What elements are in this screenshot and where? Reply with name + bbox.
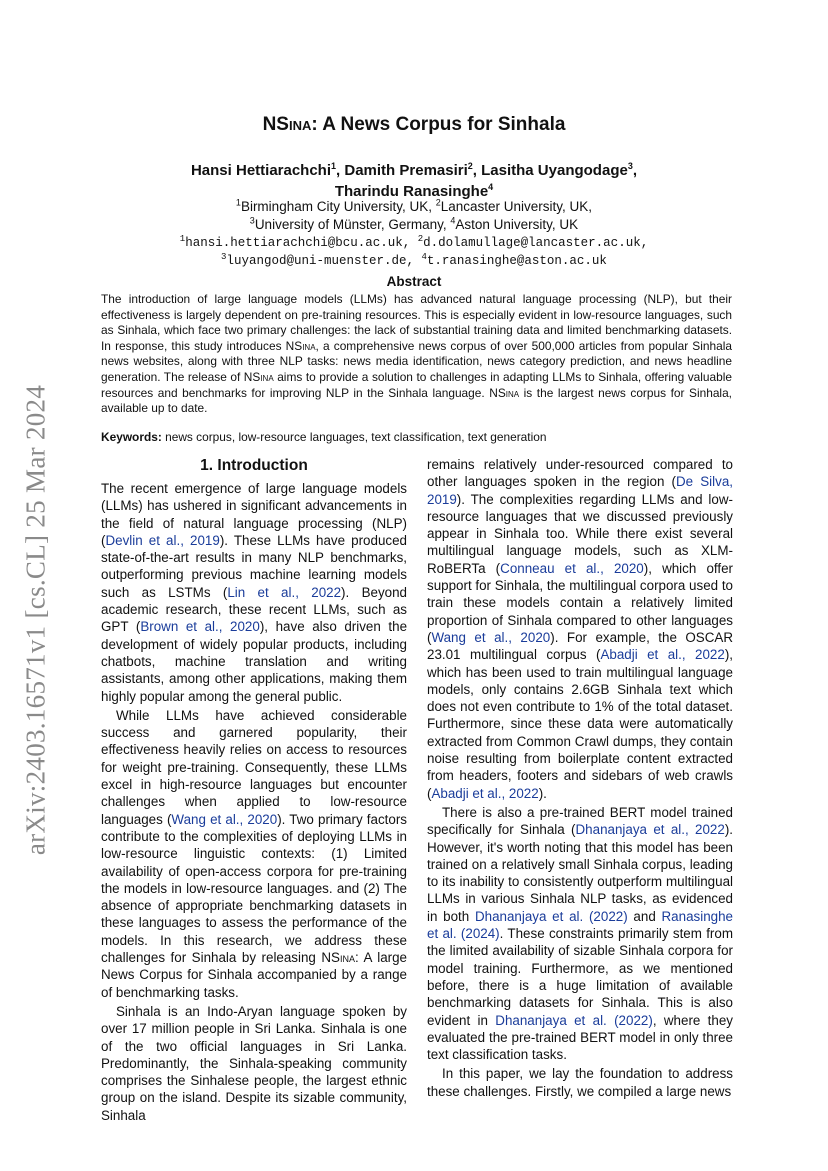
author-separator: , xyxy=(336,162,345,179)
affiliation-sup: 2 xyxy=(417,233,424,244)
body-text: ). The complexities regarding LLMs and low-resource languages that we discussed previously appear in Sinhala too. While there exist several multilingual language models, such as XLM-RoBERTa ( xyxy=(427,491,733,576)
author-list xyxy=(0,160,828,202)
citation-link[interactable]: Abadji et al., 2022 xyxy=(600,647,725,663)
abstract-heading: Abstract xyxy=(386,274,442,289)
body-text: ), which has been used to train multilingual language models, only contains 2.6GB Sinhala text which does not even contribute to 1% of the total dataset. Furthermore, since these data were automatically extracted from Common Crawl dumps, they contain noise resulting from boilerplate content extracted from headers, footers and sidebars of web crawls ( xyxy=(427,647,733,801)
section-heading-introduction: 1. Introduction xyxy=(200,457,308,474)
paragraph xyxy=(427,456,733,802)
body-text: remains relatively under-resourced compared to other languages spoken in the region ( xyxy=(427,457,733,490)
keywords xyxy=(101,430,741,444)
abstract-smallcaps: ina xyxy=(302,338,316,353)
affiliation-sup: 2 xyxy=(435,197,441,208)
paragraph xyxy=(427,804,733,1063)
author-email[interactable]: luyangod@uni-muenster.de, xyxy=(226,254,422,268)
body-text: There is also a pre-trained BERT model trained specifically for Sinhala ( xyxy=(427,804,733,838)
author-name: Hansi Hettiarachchi xyxy=(190,162,332,179)
citation-link[interactable]: Ranasinghe et al. (2024) xyxy=(427,908,733,942)
citation-link[interactable]: Conneau et al., 2020 xyxy=(500,560,644,576)
author-separator: , xyxy=(472,162,482,179)
citation-link[interactable]: Abadji et al., 2022 xyxy=(431,785,539,801)
body-text: ). Two primary factors contribute to the complexities of deploying LLMs in low-resource linguistic contexts: (1) Limited availability of open-access corpora for pre-training the models in low-resource languages. and (2) The absence of appropriate benchmarking datasets in these languages to assess the performance of the models. In this research, we address these challenges for Sinhala by releasing NS xyxy=(101,811,407,966)
smallcaps-text: ina xyxy=(340,950,356,966)
abstract-text: The introduction of large language models (LLMs) has advanced natural language processing (NLP), but their effectiveness is largely dependent on pre-training resources. This is especially evident in low-resource languages, such as Sinhala, which face two primary challenges: the lack of substantial training data and limited benchmarking datasets. In response, this study introduces NS xyxy=(101,292,732,353)
body-text: The recent emergence of large language models (LLMs) has ushered in significant advancements in the field of natural language processing (NLP) ( xyxy=(101,481,407,548)
author-email[interactable]: hansi.hettiarachchi@bcu.ac.uk, xyxy=(185,236,418,250)
citation-link[interactable]: Lin et al., 2022 xyxy=(227,584,342,600)
author-name: Damith Premasiri xyxy=(344,162,468,179)
title-prefix: NS xyxy=(262,114,289,135)
affiliations xyxy=(0,198,828,270)
body-text: ). However, it's worth noting that this model has been trained on a relatively small Sinhala corpus, leading to its inability to consistently outperform multilingual LLMs in various Sinhala NLP tasks, as evidenced in both xyxy=(427,822,733,924)
abstract-text: , a comprehensive news corpus of over 500,000 articles from popular Sinhala news websites, along with three NLP tasks: news media identification, news category prediction, and news headline generation. The release of NS xyxy=(101,338,732,384)
author-email[interactable]: t.ranasinghe@aston.ac.uk xyxy=(426,254,607,268)
author-line-1 xyxy=(0,160,828,181)
body-text: ). Beyond academic research, these recent LLMs, such as GPT ( xyxy=(101,584,407,635)
email-line-1 xyxy=(0,234,828,252)
body-text: , where they evaluated the pre-trained BERT model in only three text classification tasks. xyxy=(427,1012,733,1063)
right-column xyxy=(427,456,733,1102)
arxiv-identifier: arXiv:2403.16571v1 [cs.CL] 25 Mar 2024 xyxy=(20,384,51,856)
affiliation-sup: 4 xyxy=(450,215,456,226)
affiliation-sup: 1 xyxy=(235,197,241,208)
affiliation: Aston University, UK xyxy=(455,217,579,232)
author-sup: 3 xyxy=(627,161,633,171)
affiliation-sup: 1 xyxy=(179,233,186,244)
citation-link[interactable]: Dhananjaya et al. (2022) xyxy=(495,1012,653,1028)
paragraph xyxy=(101,707,407,1001)
body-text: While LLMs have achieved considerable success and garnered popularity, their effectiveness heavily relies on access to resources for weight pre-training. Consequently, these LLMs excel in high-resource languages but encounter challenges when applied to low-resource languages ( xyxy=(101,707,407,827)
body-text: ). These LLMs have produced state-of-the-art results in many NLP benchmarks, outperforming previous machine learning models such as LSTMs ( xyxy=(101,532,407,600)
citation-link[interactable]: Brown et al., 2020 xyxy=(140,619,260,635)
author-sup: 4 xyxy=(488,182,494,192)
body-text: . These constraints primarily stem from the limited availability of sizable Sinhala corpora for model training. Furthermore, as we mentioned before, there is a huge limitation of available benchmarking datasets for Sinhala. This is also evident in xyxy=(427,926,733,1028)
body-text: ). xyxy=(538,785,547,801)
citation-link[interactable]: De Silva, 2019 xyxy=(427,474,733,507)
abstract-body xyxy=(101,292,732,417)
affiliation: University of Münster, Germany, xyxy=(254,217,451,232)
author-name: Tharindu Ranasinghe xyxy=(334,183,489,200)
paragraph xyxy=(101,1003,407,1124)
affiliation: Birmingham City University, UK, xyxy=(240,199,436,214)
keywords-label: Keywords: xyxy=(101,430,162,444)
citation-link[interactable]: Devlin et al., 2019 xyxy=(105,532,220,548)
title-smallcaps: ina xyxy=(288,114,312,135)
author-separator: , xyxy=(632,162,638,179)
author-sup: 2 xyxy=(467,161,473,171)
body-text: Sinhala is an Indo-Aryan language spoken by over 17 million people in Sri Lanka. Sinhala is one of the two official languages in Sri Lanka. Predominantly, the Sinhala-speaking community comprises the Sinhalese people, the largest ethnic group on the island. Despite its sizable community, Sinhala xyxy=(101,1003,407,1123)
citation-link[interactable]: Wang et al., 2020 xyxy=(431,629,551,645)
abstract-text: aims to provide a solution to challenges in adapting LLMs to Sinhala, offering valuable resources and benchmarks for improving NLP in the Sinhala language. NS xyxy=(101,369,733,400)
left-column xyxy=(101,456,407,1126)
paragraph xyxy=(427,1065,733,1100)
abstract-smallcaps: ina xyxy=(260,369,274,384)
body-text: ). For example, the OSCAR 23.01 multilingual corpus ( xyxy=(427,629,734,663)
citation-link[interactable]: Dhananjaya et al., 2022 xyxy=(575,822,725,838)
keywords-text: news corpus, low-resource languages, text classification, text generation xyxy=(161,430,547,444)
author-sup: 1 xyxy=(331,161,337,171)
body-text: ), have also driven the development of widely popular products, including chatbots, machine translation and writing assistants, among other applications, making them highly popular among the general public. xyxy=(101,619,408,704)
affiliation-sup: 4 xyxy=(421,251,427,262)
citation-link[interactable]: Wang et al., 2020 xyxy=(171,811,278,827)
body-text: In this paper, we lay the foundation to address these challenges. Firstly, we compiled a large news xyxy=(427,1066,733,1099)
title-rest: : A News Corpus for Sinhala xyxy=(311,114,566,135)
affiliation: Lancaster University, UK, xyxy=(440,199,593,214)
email-line-2 xyxy=(0,252,828,270)
affiliation-line-1 xyxy=(0,198,828,216)
affiliation-sup: 3 xyxy=(249,215,255,226)
paragraph xyxy=(101,480,407,705)
citation-link[interactable]: Dhananjaya et al. (2022) xyxy=(474,908,628,924)
abstract-smallcaps: ina xyxy=(505,385,520,400)
paper-title xyxy=(0,114,828,136)
body-text: : A large News Corpus for Sinhala accompanied by a range of benchmarking tasks. xyxy=(101,950,407,1000)
author-name: Lasitha Uyangodage xyxy=(481,162,628,179)
body-text: and xyxy=(627,908,662,924)
affiliation-line-2 xyxy=(0,216,828,234)
affiliation-sup: 3 xyxy=(221,251,227,262)
body-text: ), which offer support for Sinhala, the multilingual corpora used to train these models contain a relatively limited proportion of Sinhala compared to other languages ( xyxy=(427,560,733,645)
author-email[interactable]: d.dolamullage@lancaster.ac.uk, xyxy=(423,236,649,250)
abstract-text: is the largest news corpus for Sinhala, available up to date. xyxy=(101,385,732,416)
arxiv-sidebar-stamp xyxy=(14,360,58,880)
